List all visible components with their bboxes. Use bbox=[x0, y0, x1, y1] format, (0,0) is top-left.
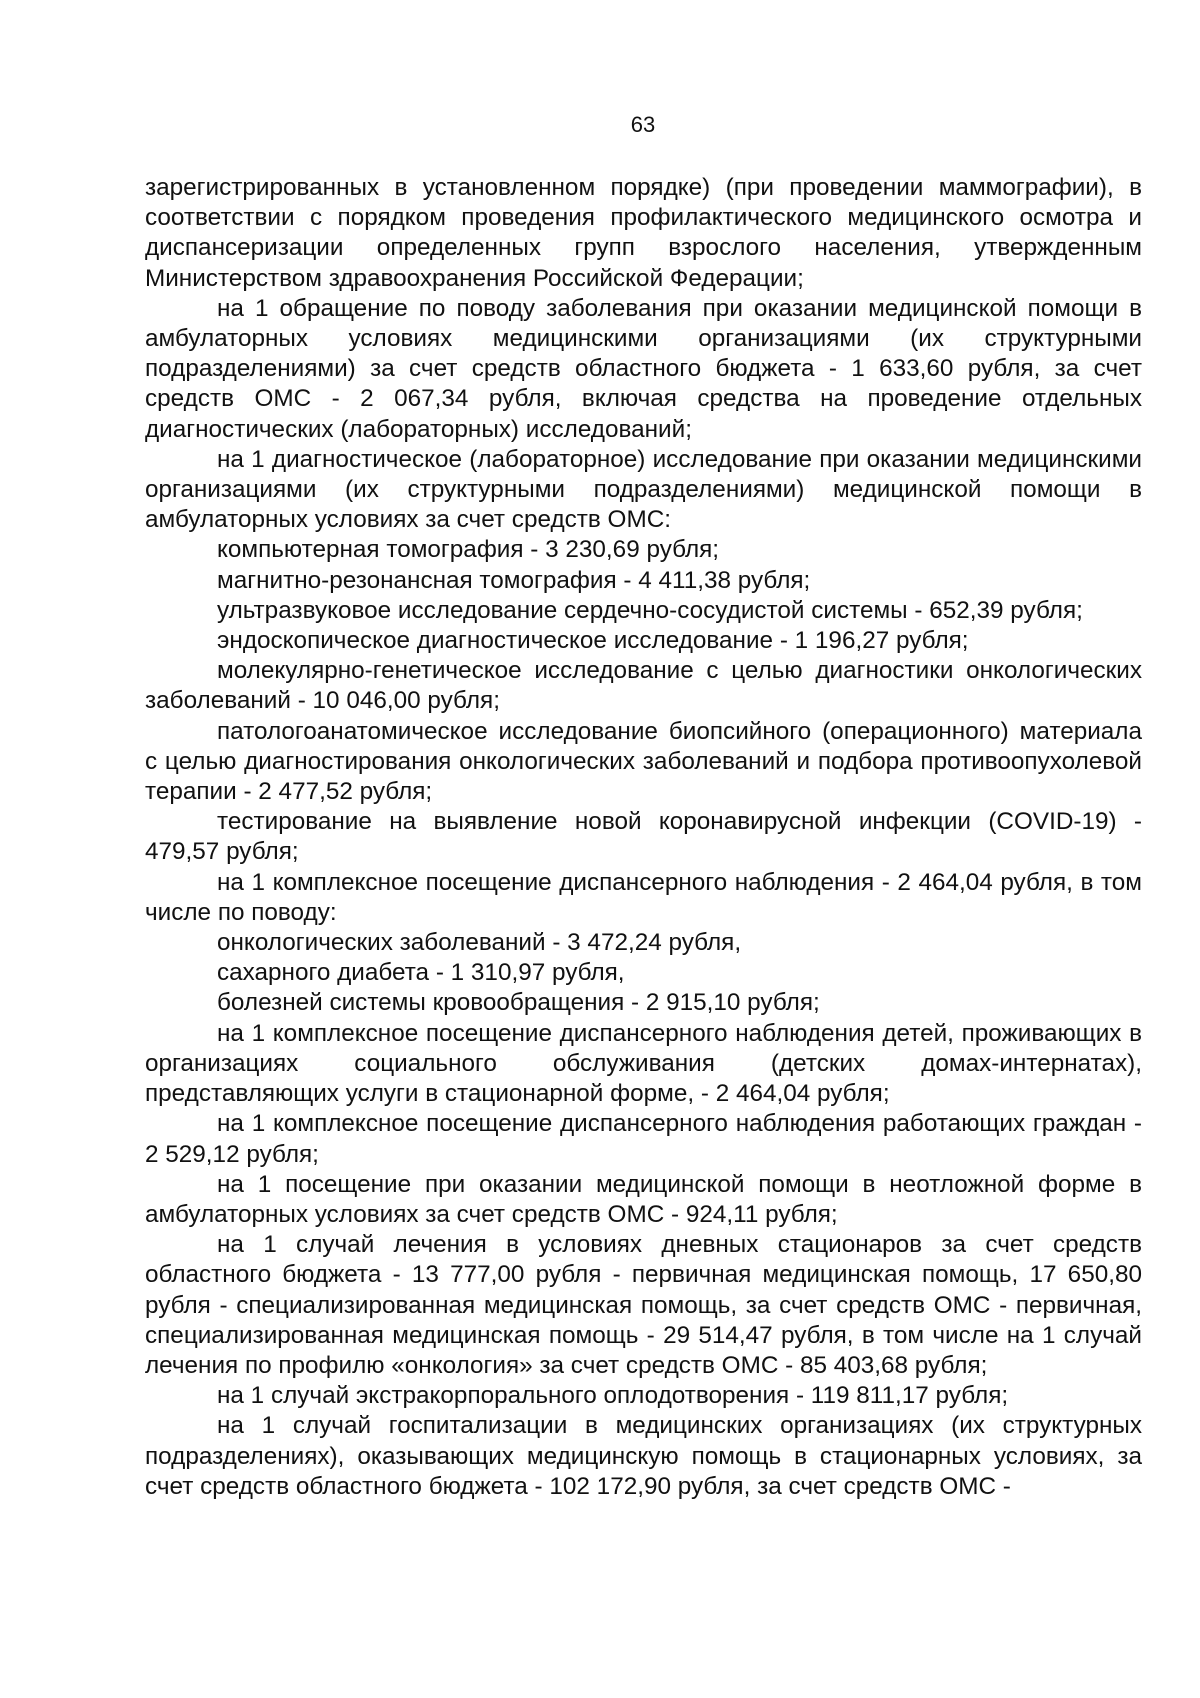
list-item: эндоскопическое диагностическое исследование - 1 196,27 рубля; bbox=[217, 627, 969, 655]
list-item: магнитно-резонансная томография - 4 411,38 рубля; bbox=[217, 566, 811, 594]
paragraph: зарегистрированных в установленном порядке) (при проведении маммографии), в соответствии с порядком проведения профилактического медицинского осмотра и диспансеризации определенных групп взрослого населения, утвержденным Министерством здравоохранения Российской Федерации; bbox=[145, 174, 1142, 292]
list-item: молекулярно-генетическое исследование с целью диагностики онкологических заболеваний - 10 046,00 рубля; bbox=[145, 657, 1142, 715]
list-item: компьютерная томография - 3 230,69 рубля; bbox=[217, 536, 720, 564]
list-item: сахарного диабета - 1 310,97 рубля, bbox=[217, 959, 625, 987]
list-item: онкологических заболеваний - 3 472,24 рубля, bbox=[217, 929, 742, 957]
list-item: ультразвуковое исследование сердечно-сосудистой системы - 652,39 рубля; bbox=[217, 596, 1083, 624]
document-body bbox=[145, 173, 1142, 1502]
paragraph: на 1 случай лечения в условиях дневных стационаров за счет средств областного бюджета - 13 777,00 рубля - первичная медицинская помощь, 17 650,80 рубля - специализированная медицинская помощь, за счет средств ОМС - первичная, специализированная медицинская помощь - 29 514,47 рубля, в том числе на 1 случай лечения по профилю «онкология» за счет средств ОМС - 85 403,68 рубля; bbox=[145, 1231, 1142, 1379]
list-item: болезней системы кровообращения - 2 915,10 рубля; bbox=[217, 989, 820, 1017]
paragraph: на 1 случай госпитализации в медицинских организациях (их структурных подразделениях), оказывающих медицинскую помощь в стационарных условиях, за счет средств областного бюджета - 102 172,90 рубля, за счет средств ОМС - bbox=[145, 1412, 1142, 1500]
paragraph: на 1 случай экстракорпорального оплодотворения - 119 811,17 рубля; bbox=[217, 1382, 1009, 1410]
list-item: патологоанатомическое исследование биопсийного (операционного) материала с целью диагностирования онкологических заболеваний и подбора противоопухолевой терапии - 2 477,52 рубля; bbox=[145, 717, 1142, 806]
paragraph: на 1 диагностическое (лабораторное) исследование при оказании медицинскими организациями (их структурными подразделениями) медицинской помощи в амбулаторных условиях за счет средств ОМС: bbox=[145, 445, 1142, 534]
page-number: 63 bbox=[630, 112, 656, 137]
paragraph: на 1 обращение по поводу заболевания при оказании медицинской помощи в амбулаторных условиях медицинскими организациями (их структурными подразделениями) за счет средств областного бюджета - 1 633,60 рубля, за счет средств ОМС - 2 067,34 рубля, включая средства на проведение отдельных диагностических (лабораторных) исследований; bbox=[145, 294, 1142, 443]
list-item: тестирование на выявление новой коронавирусной инфекции (COVID-19) - 479,57 рубля; bbox=[145, 808, 1142, 866]
paragraph: на 1 посещение при оказании медицинской помощи в неотложной форме в амбулаторных условиях за счет средств ОМС - 924,11 рубля; bbox=[145, 1170, 1142, 1228]
paragraph: на 1 комплексное посещение диспансерного наблюдения детей, проживающих в организациях социального обслуживания (детских домах-интернатах), представляющих услуги в стационарной форме, - 2 464,04 рубля; bbox=[145, 1019, 1142, 1108]
paragraph: на 1 комплексное посещение диспансерного наблюдения работающих граждан - 2 529,12 рубля; bbox=[145, 1110, 1142, 1168]
paragraph: на 1 комплексное посещение диспансерного наблюдения - 2 464,04 рубля, в том числе по поводу: bbox=[145, 868, 1142, 926]
